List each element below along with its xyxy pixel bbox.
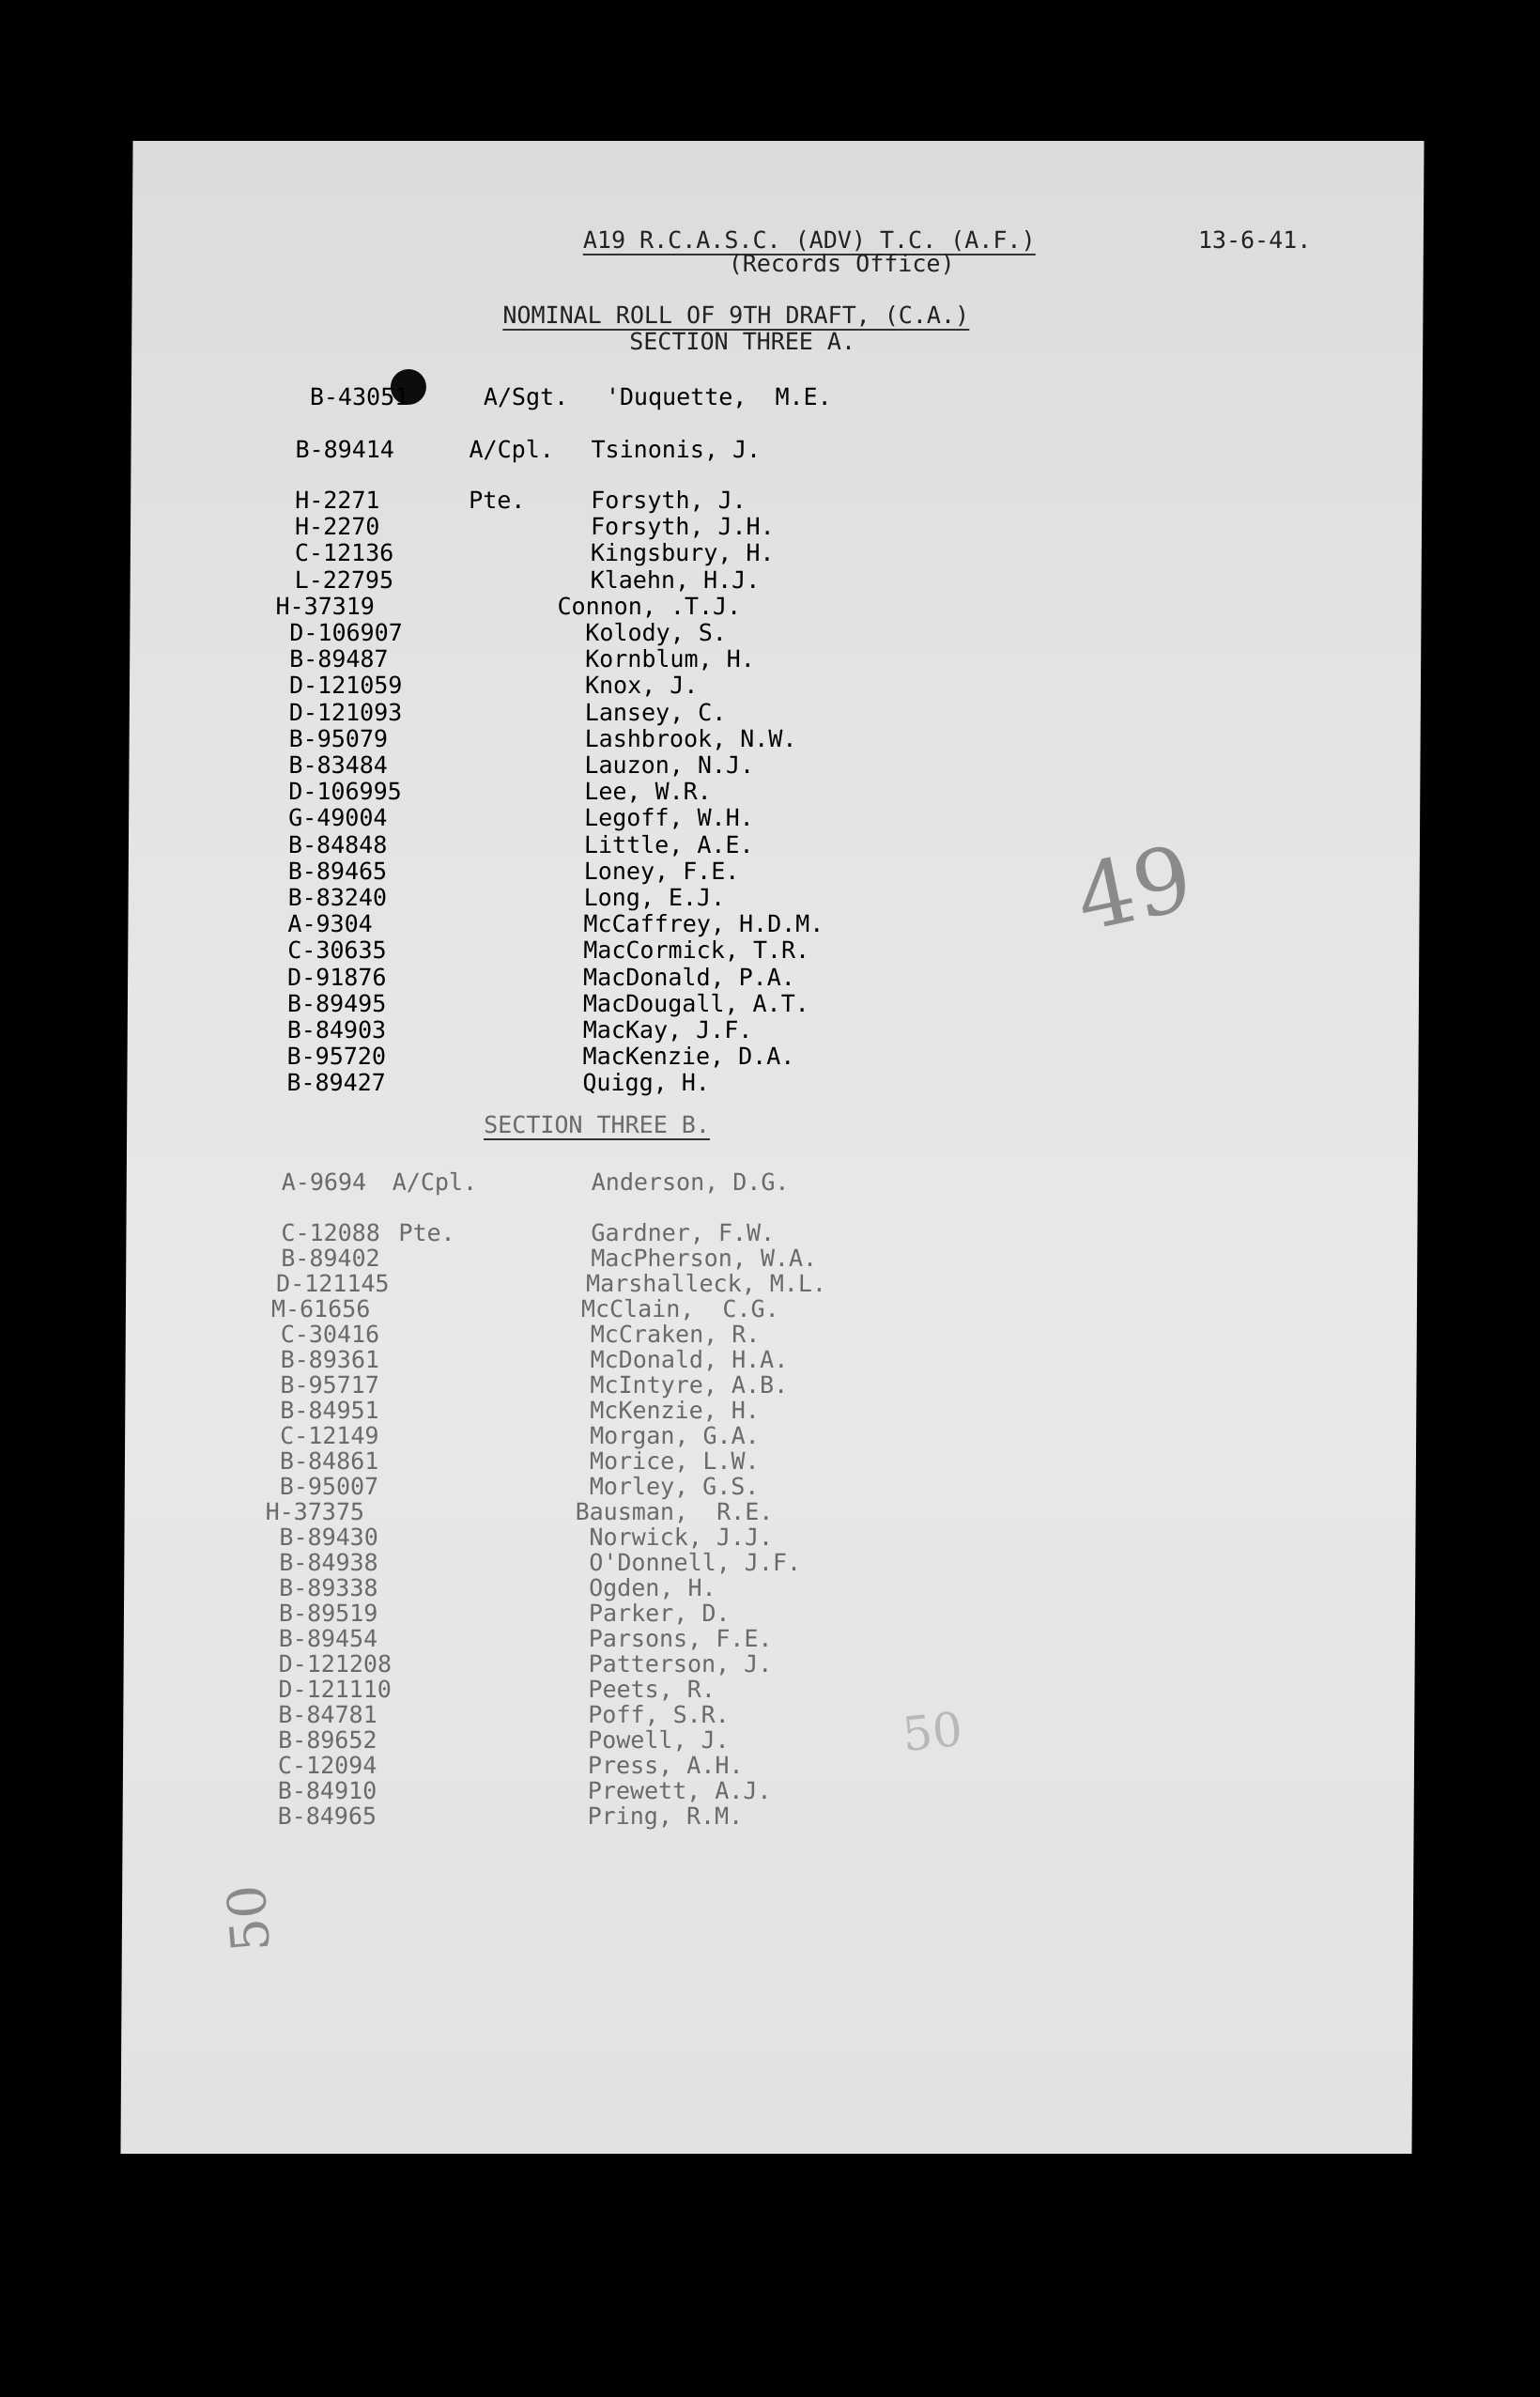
entry-num: B-43051 [309,383,409,410]
entry-name: Press, A.H. [587,1752,744,1779]
entry-num: B-89465 [287,857,388,885]
entry-name: Morley, G.S. [589,1473,760,1500]
entry-num: D-121093 [288,698,403,726]
entry-name: Lauzon, N.J. [584,751,755,779]
entry-num: D-121208 [278,1650,393,1678]
entry-num: B-89430 [279,1523,378,1551]
document-page [120,141,1424,2154]
entry-name: Morice, L.W. [589,1447,760,1475]
entry-name: MacDougall, A.T. [582,989,809,1017]
entry-name: Peets, R. [588,1676,716,1703]
entry-num: D-121110 [278,1676,392,1703]
section-b-heading: SECTION THREE B. [484,1111,711,1138]
entry-num: B-95007 [279,1473,379,1500]
entry-name: McCaffrey, H.D.M. [583,910,824,938]
entry-num: B-84781 [278,1701,377,1728]
entry-name: Norwick, J.J. [589,1523,774,1551]
entry-name: Patterson, J. [588,1650,773,1678]
entry-name: McCraken, R. [590,1321,761,1348]
entry-num: C-30635 [287,936,387,965]
entry-num: B-84938 [279,1549,378,1576]
entry-name: MacPherson, W.A. [591,1245,818,1272]
entry-num: B-95079 [288,724,389,752]
entry-num: C-12149 [280,1422,379,1449]
entry-rank: A/Cpl. [392,1168,478,1196]
entry-num: B-89338 [279,1574,378,1601]
entry-name: Morgan, G.A. [590,1422,760,1449]
entry-num: D-121059 [288,672,403,700]
entry-num: C-12136 [294,539,394,567]
entry-name: Knox, J. [584,672,699,700]
entry-num: A-9694 [281,1168,367,1196]
entry-num: D-91876 [287,963,387,991]
handwritten-count-b: 50 [900,1701,965,1763]
entry-name: O'Donnell, J.F. [589,1549,802,1576]
entry-num: B-89495 [286,989,387,1017]
entry-rank: Pte. [469,487,526,514]
entry-num: B-84861 [279,1447,379,1475]
entry-name: Prewett, A.J. [587,1777,772,1804]
entry-name: MacDonald, P.A. [583,963,795,991]
entry-name: McKenzie, H. [590,1397,761,1424]
entry-num: C-12094 [277,1752,377,1779]
entry-num: H-37375 [265,1498,365,1525]
entry-num: B-89487 [289,645,389,673]
entry-num: B-89652 [278,1726,377,1754]
entry-name: Poff, S.R. [588,1701,730,1728]
entry-name: Parker, D. [588,1600,731,1627]
entry-name: Powell, J. [588,1726,730,1754]
entry-name: Kornblum, H. [585,645,755,673]
entry-num: M-61656 [270,1295,371,1322]
entry-num: B-95717 [280,1371,379,1399]
entry-num: A-9304 [287,910,373,938]
entry-name: Forsyth, J. [591,487,747,514]
entry-num: B-95720 [286,1043,387,1071]
entry-num: C-30416 [280,1321,380,1348]
entry-num: B-89519 [278,1600,378,1627]
entry-num: B-89361 [280,1346,380,1373]
entry-num: D-106995 [288,778,402,806]
entry-num: D-106907 [289,619,403,646]
entry-name: Legoff, W.H. [584,804,754,832]
entry-num: B-84910 [277,1777,377,1804]
entry-num: B-84848 [287,830,388,858]
entry-num: H-2270 [294,513,380,541]
entry-name: Tsinonis, J. [591,436,762,463]
entry-name: McDonald, H.A. [590,1346,789,1373]
entry-name: McIntyre, A.B. [590,1371,789,1399]
entry-name: Pring, R.M. [587,1802,744,1830]
entry-num: B-89427 [286,1069,386,1097]
entry-name: Loney, F.E. [583,857,740,885]
entry-name: Klaehn, H.J. [590,565,761,594]
entry-num: G-49004 [288,804,388,832]
entry-name: MacCormick, T.R. [583,936,810,965]
office-line: (Records Office) [728,250,955,277]
entry-name: Lansey, C. [584,698,727,726]
entry-num: B-84903 [286,1016,387,1044]
entry-num: H-37319 [275,592,375,620]
entry-num: B-83484 [288,751,388,779]
entry-name: Little, A.E. [583,830,754,858]
entry-name: MacKay, J.F. [582,1016,753,1044]
entry-name: Anderson, D.G. [591,1168,790,1196]
document-date: 13-6-41. [1197,226,1312,254]
handwritten-count-a: 49 [1067,825,1201,952]
entry-num: C-12088 [281,1219,380,1246]
entry-name: Ogden, H. [589,1574,716,1601]
entry-name: MacKenzie, D.A. [582,1043,795,1071]
entry-name: Bausman, R.E. [575,1498,774,1525]
entry-name: 'Duquette, M.E. [605,383,832,410]
unit-title: A19 R.C.A.S.C. (ADV) T.C. (A.F.) [582,226,1036,254]
entry-name: Gardner, F.W. [591,1219,776,1246]
entry-rank: A/Cpl. [469,436,554,463]
entry-num: B-89454 [278,1625,378,1652]
roll-title: NOMINAL ROLL OF 9TH DRAFT, (C.A.) [502,302,970,329]
entry-num: D-121145 [276,1270,390,1297]
entry-rank: Pte. [398,1219,455,1246]
entry-num: B-89402 [281,1245,380,1272]
entry-name: Connon, .T.J. [557,592,742,620]
entry-name: Lee, W.R. [584,778,712,806]
entry-name: Long, E.J. [583,884,726,911]
entry-name: Quigg, H. [582,1069,710,1097]
entry-name: Kingsbury, H. [590,539,775,567]
entry-name: Marshalleck, M.L. [586,1270,827,1297]
entry-name: Kolody, S. [585,619,727,646]
entry-num: B-89414 [295,436,394,463]
entry-rank: A/Sgt. [483,383,569,410]
entry-num: B-84951 [280,1397,379,1424]
entry-name: Parsons, F.E. [588,1625,773,1652]
entry-num: B-83240 [287,884,388,911]
margin-note: 50 [216,1882,283,1955]
entry-name: Lashbrook, N.W. [584,724,797,752]
entry-name: McClain, C.G. [580,1295,779,1322]
section-a-heading: SECTION THREE A. [629,328,856,355]
entry-num: H-2271 [295,487,380,514]
entry-num: B-84965 [277,1802,377,1830]
entry-num: L-22795 [294,565,394,594]
entry-name: Forsyth, J.H. [590,513,775,541]
